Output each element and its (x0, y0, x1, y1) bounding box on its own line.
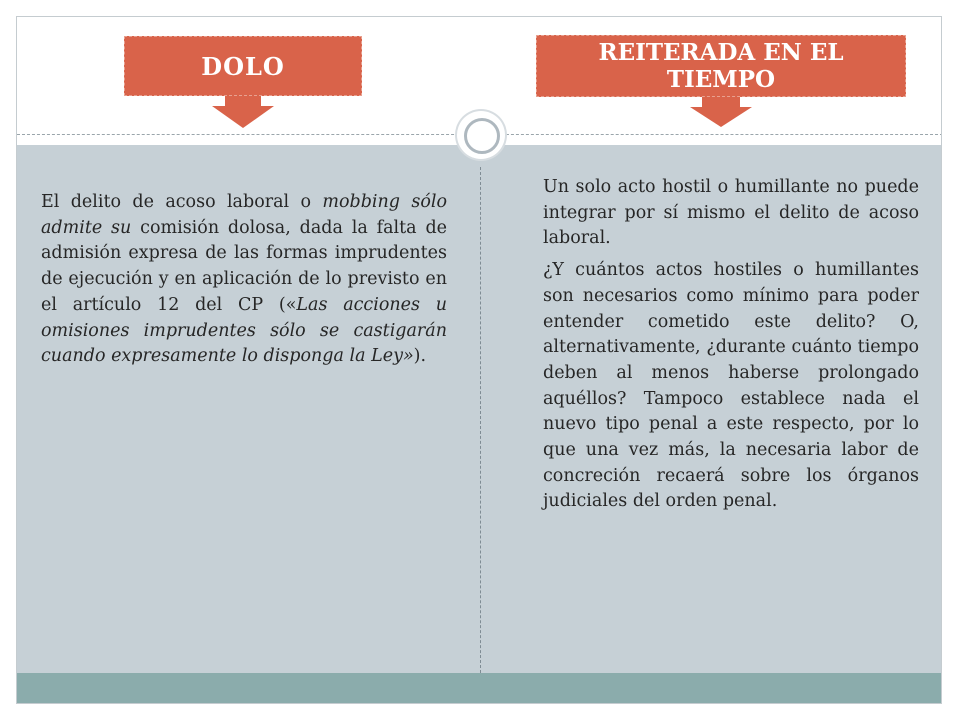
dolo-label: DOLO (124, 36, 362, 96)
circle-ornament-icon (457, 111, 505, 159)
reiterada-paragraph-1: Un solo acto hostil o humillante no puede integrar por sí mismo el delito de acoso laboral. (543, 177, 919, 249)
reiterada-callout (536, 35, 906, 127)
dolo-text-italic-1: mobbing sólo admite su (41, 192, 447, 238)
dolo-text-3: ). (413, 346, 427, 367)
reiterada-label: REITERADA EN EL TIEMPO (536, 35, 906, 97)
dolo-text-1: El delito de acoso laboral o (41, 192, 323, 212)
left-column-text (41, 190, 447, 370)
footer-band (17, 673, 942, 704)
dolo-callout (124, 36, 362, 128)
dolo-paragraph (41, 190, 447, 370)
down-arrow-icon (212, 106, 274, 128)
reiterada-paragraph-2: ¿Y cuántos actos hostiles o humillantes son necesarios como mínimo para poder entender cometido este delito? O, alternativamente, ¿durante cuánto tiempo deben al menos haberse prolongado aquéllos? Tampoco establece nada el nuevo tipo penal a este respecto, por lo que una vez más, la necesaria labor de concreción recaerá sobre los órganos judiciales del orden penal. (543, 260, 919, 512)
dolo-text-2: comisión dolosa, dada la falta de admisión expresa de las formas imprudentes de ejecución y en aplicación de lo previsto en el artículo 12 del CP (« (41, 217, 447, 315)
dolo-text-italic-2: Las acciones u omisiones imprudentes sólo se castigarán cuando expresamente lo disponga la Ley» (41, 294, 447, 367)
slide (16, 16, 942, 704)
dolo-arrow-stem (225, 96, 261, 106)
right-column-text (543, 175, 919, 521)
down-arrow-icon (690, 107, 752, 127)
column-divider (480, 167, 481, 673)
reiterada-arrow-stem (702, 97, 740, 107)
